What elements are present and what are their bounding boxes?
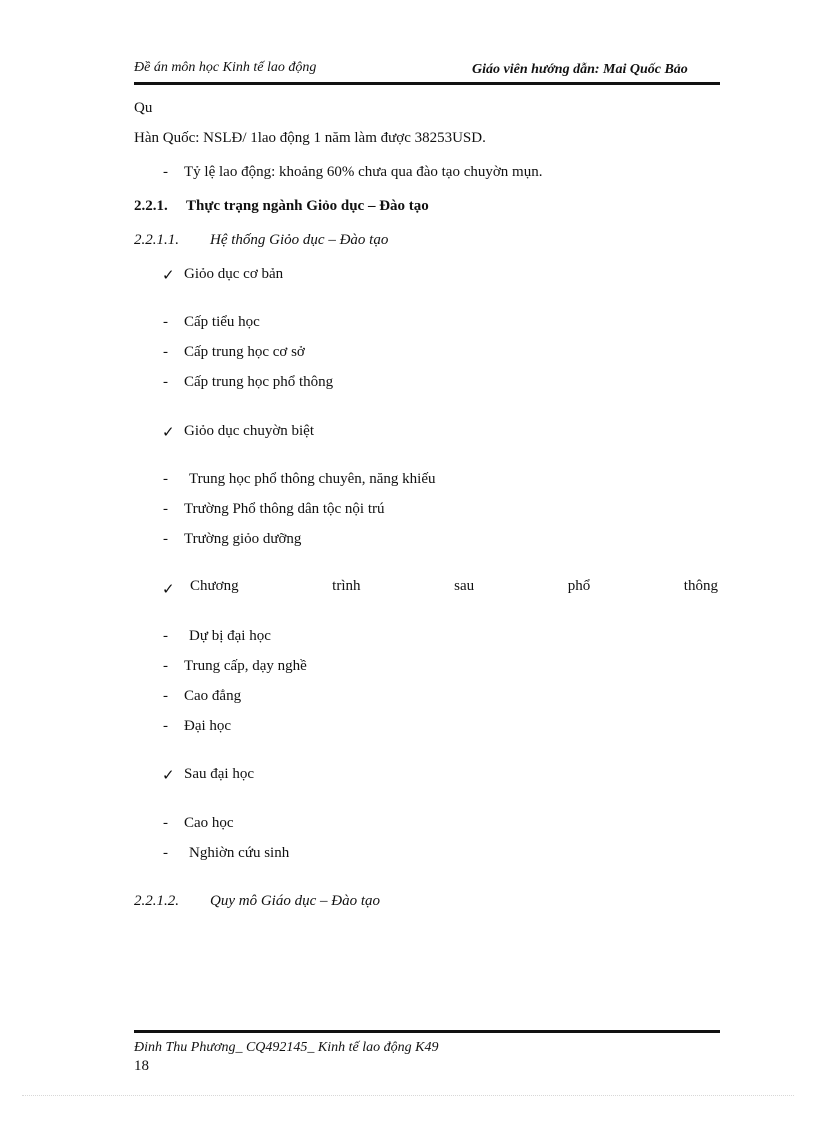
- labor-ratio-line: Tỷ lệ lao động: khoảng 60% chưa qua đào tạo chuyờn mụn.: [184, 164, 543, 180]
- check-icon: ✓: [162, 768, 175, 784]
- dash-bullet: -: [163, 344, 168, 360]
- list-item: Cao học: [184, 815, 234, 831]
- list-item: Trung học phổ thông chuyên, năng khiếu: [189, 471, 436, 487]
- title-word: trình: [332, 578, 361, 594]
- dash-bullet: -: [163, 718, 168, 734]
- check-icon: ✓: [162, 425, 175, 441]
- page-number: 18: [134, 1058, 149, 1074]
- dash-bullet: -: [163, 688, 168, 704]
- group-title-postgraduate: Sau đại học: [184, 766, 254, 782]
- page-edge-divider: [22, 1095, 794, 1096]
- subsection-1-title: Hệ thống Giỏo dục – Đào tạo: [210, 232, 389, 248]
- title-word: thông: [683, 578, 718, 594]
- dash-bullet: -: [163, 374, 168, 390]
- list-item: Cấp tiểu học: [184, 314, 260, 330]
- dash-bullet: -: [163, 815, 168, 831]
- korea-productivity-line: Hàn Quốc: NSLĐ/ 1lao động 1 năm làm được 38253USD.: [134, 130, 486, 146]
- check-icon: ✓: [162, 268, 175, 284]
- title-word: phổ: [567, 578, 591, 594]
- list-item: Trung cấp, dạy nghề: [184, 658, 307, 674]
- dash-bullet: -: [163, 628, 168, 644]
- subsection-1-number: 2.2.1.1.: [134, 232, 179, 248]
- list-item: Trường giỏo dưỡng: [184, 531, 302, 547]
- list-item: Trường Phổ thông dân tộc nội trú: [184, 501, 385, 517]
- header-course-title: Đề án môn học Kinh tế lao động: [134, 60, 317, 75]
- subsection-2-title: Quy mô Giáo dục – Đào tạo: [210, 893, 380, 909]
- check-icon: ✓: [162, 582, 175, 598]
- list-item: Cấp trung học cơ sở: [184, 344, 305, 360]
- text-fragment: Qu: [134, 100, 153, 116]
- dash-bullet: -: [163, 658, 168, 674]
- title-word: sau: [454, 578, 475, 594]
- header-instructor: Giáo viên hướng dẫn: Mai Quốc Bảo: [472, 62, 688, 77]
- dash-bullet: -: [163, 164, 168, 180]
- dash-bullet: -: [163, 531, 168, 547]
- footer-author: Đinh Thu Phương_ CQ492145_ Kinh tế lao động K49: [134, 1040, 439, 1055]
- list-item: Cao đẳng: [184, 688, 242, 704]
- dash-bullet: -: [163, 845, 168, 861]
- list-item: Đại học: [184, 718, 232, 734]
- group-title-special-education: Giỏo dục chuyờn biệt: [184, 423, 314, 439]
- subsection-2-number: 2.2.1.2.: [134, 893, 179, 909]
- section-title: Thực trạng ngành Giỏo dục – Đào tạo: [186, 198, 429, 214]
- title-word: Chương: [190, 578, 239, 594]
- dash-bullet: -: [163, 314, 168, 330]
- list-item: Nghiờn cứu sinh: [189, 845, 290, 861]
- group-title-basic-education: Giỏo dục cơ bản: [184, 266, 284, 282]
- section-number: 2.2.1.: [134, 198, 168, 214]
- dash-bullet: -: [163, 471, 168, 487]
- list-item: Cấp trung học phổ thông: [184, 374, 334, 390]
- dash-bullet: -: [163, 501, 168, 517]
- footer-rule: [134, 1030, 720, 1033]
- list-item: Dự bị đại học: [189, 628, 271, 644]
- group-title-post-secondary: [190, 578, 718, 595]
- header-rule: [134, 82, 720, 85]
